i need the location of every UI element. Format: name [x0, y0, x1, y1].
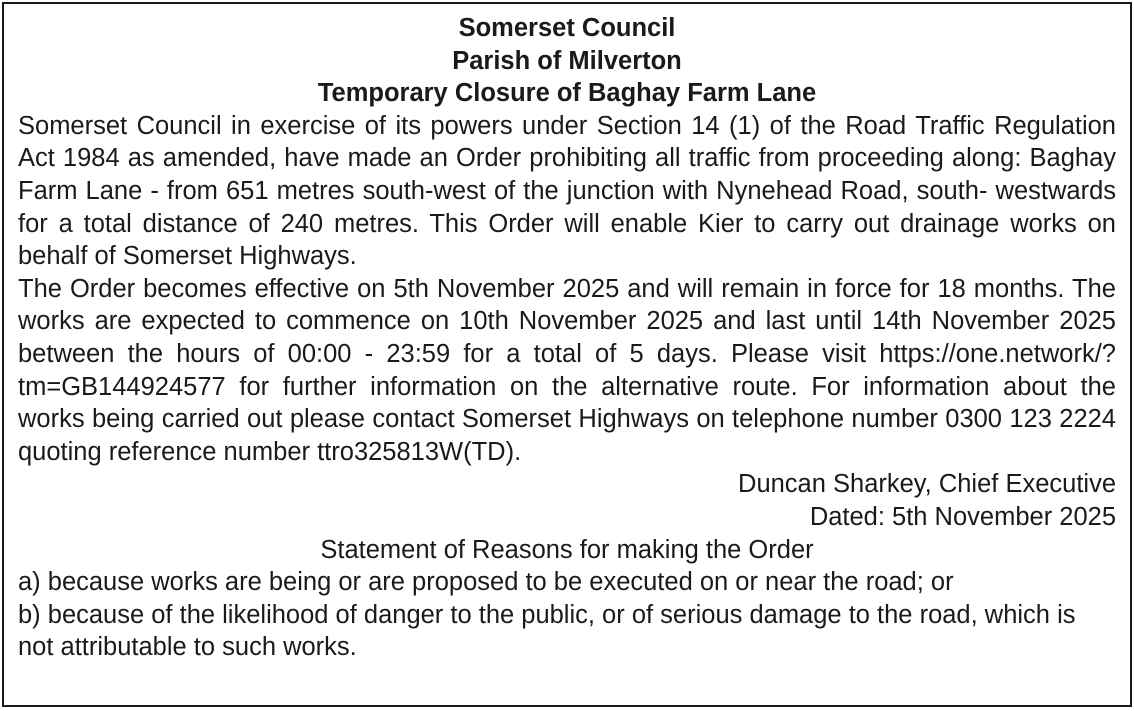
notice-title: Temporary Closure of Baghay Farm Lane: [317, 79, 817, 108]
public-notice: [2, 2, 1132, 707]
reasons-heading: Statement of Reasons for making the Order: [320, 535, 814, 564]
reason-b: b) because of the likelihood of danger to the public, or of serious damage to the road, which is not attributable to such works.: [18, 600, 1076, 662]
signatory-name: Duncan Sharkey, Chief Executive: [738, 470, 1116, 499]
schedule-paragraph: The Order becomes effective on 5th November 2025 and will remain in force for 18 months. The works are expected to commence on 10th November 2025 and last until 14th November 2025 between the hours of 00:00 - 23:59 for a total of 5 days. Please visit https://one.network/?tm=GB144924577 for further information on the alternative route. For information about the works being carried out please contact Somerset Highways on telephone number 0300 123 2224 quoting reference number ttro325813W(TD).: [18, 274, 1116, 466]
authority-heading: Somerset Council: [458, 14, 676, 42]
notice-date: Dated: 5th November 2025: [809, 502, 1116, 531]
reason-a: a) because works are being or are proposed to be executed on or near the road; or: [18, 568, 954, 597]
order-paragraph: Somerset Council in exercise of its powers under Section 14 (1) of the Road Traffic Regulation Act 1984 as amended, have made an Order prohibiting all traffic from proceeding along: Baghay Farm Lane - from 651 metres south-west of the junction with Nynehead Road, south- westwards for a total distance of 240 metres. This Order will enable Kier to carry out drainage works on behalf of Somerset Highways.: [18, 111, 1116, 271]
parish-heading: Parish of Milverton: [452, 46, 682, 75]
